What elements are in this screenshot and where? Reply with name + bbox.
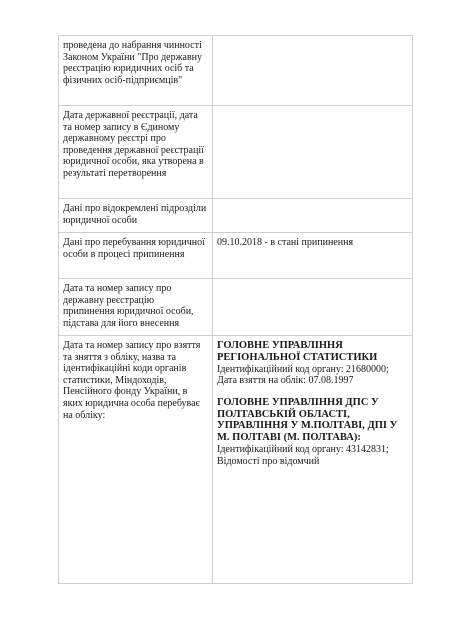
org-name-tax: ГОЛОВНЕ УПРАВЛІННЯ ДПС У ПОЛТАВСЬКІЙ ОБЛАСТІ, УПРАВЛІННЯ У М.ПОЛТАВІ, ДПІ У М. ПОЛТАВІ (М. ПОЛТАВА): [217, 396, 398, 444]
field-value-organs [213, 336, 413, 584]
table-row [59, 36, 413, 106]
field-label: Дата державної реєстрації, дата та номер запису в Єдиному державному реєстрі про проведення державної реєстрації юридичної особи, яка утворена в результаті перетворення [59, 106, 213, 199]
table-row [59, 279, 413, 336]
table-row [59, 199, 413, 233]
field-label: Дата та номер запису про взяття та зняття з обліку, назва та ідентифікаційні коди органів статистики, Міндоходів, Пенсійного фонду України, в яких юридична особа перебуває на обліку: [59, 336, 213, 584]
field-value [213, 279, 413, 336]
field-value [213, 199, 413, 233]
field-label: Дата та номер запису про державну реєстрацію припинення юридичної особи, підстава для його внесення [59, 279, 213, 336]
org-info-tax: Відомості про відомчий [217, 455, 320, 467]
spacer [217, 387, 408, 397]
field-value: 09.10.2018 - в стані припинення [213, 233, 413, 279]
field-label: Дані про відокремлені підрозділи юридичної особи [59, 199, 213, 233]
table-row [59, 336, 413, 584]
field-label: Дані про перебування юридичної особи в процесі припинення [59, 233, 213, 279]
org-code-statistics: Ідентифікаційний код органу: 21680000; [217, 363, 389, 375]
table-row [59, 106, 413, 199]
field-value [213, 106, 413, 199]
registration-date-statistics: Дата взяття на облік: 07.08.1997 [217, 375, 354, 387]
org-code-tax: Ідентифікаційний код органу: 43142831; [217, 443, 389, 455]
field-label: проведена до набрання чинності Законом України "Про державну реєстрацію юридичних осіб та фізичних осіб-підприємців" [59, 36, 213, 106]
field-value [213, 36, 413, 106]
registry-table [58, 35, 413, 584]
org-name-statistics: ГОЛОВНЕ УПРАВЛІННЯ РЕГІОНАЛЬНОЇ СТАТИСТИКИ [217, 340, 378, 363]
table-row [59, 233, 413, 279]
